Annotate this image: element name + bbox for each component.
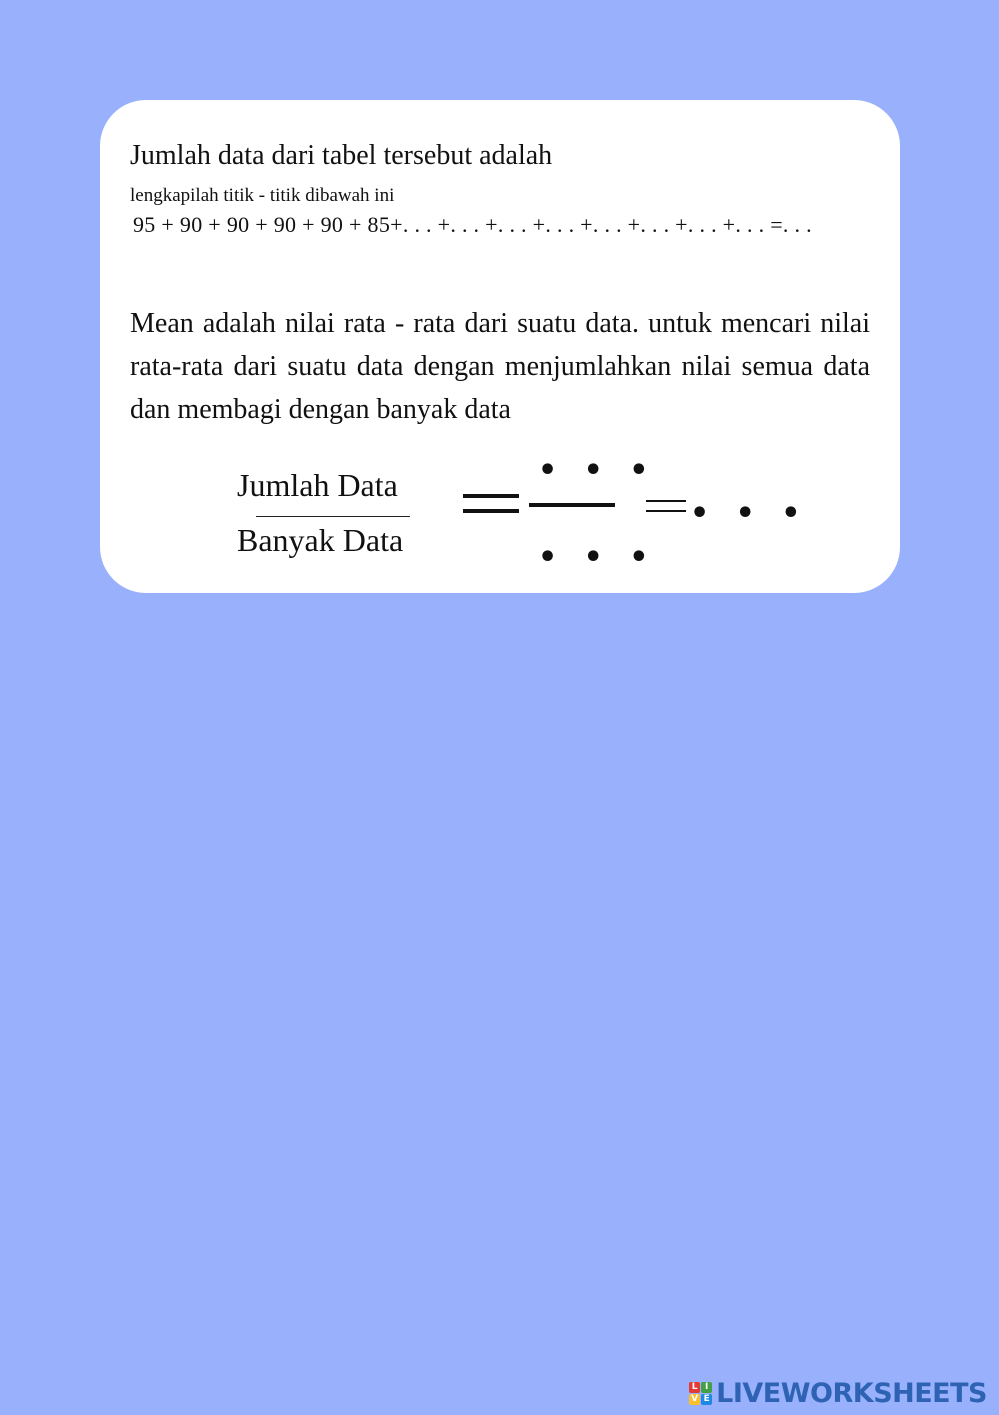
equals-sign-result <box>646 500 686 512</box>
equals-sign <box>463 494 519 514</box>
logo-letter-v: V <box>689 1394 700 1405</box>
sum-equation: 95 + 90 + 90 + 90 + 90 + 85+. . . +. . . +. . . +. . . +. . . +. . . +. . . +. . . =. . . <box>133 212 812 237</box>
fraction-denominator-label: Banyak Data <box>237 522 404 558</box>
liveworksheets-logo-icon <box>689 1382 712 1405</box>
logo-letter-i: I <box>701 1382 712 1393</box>
denominator-blank: • • • <box>538 540 657 575</box>
worksheet-card <box>100 100 900 593</box>
logo-letter-e: E <box>701 1394 712 1405</box>
liveworksheets-brand <box>689 1380 987 1407</box>
fraction-bar <box>256 516 410 517</box>
instruction-text: lengkapilah titik - titik dibawah ini <box>130 185 395 206</box>
blank-fraction-bar <box>529 503 615 507</box>
fraction-numerator-label: Jumlah Data <box>237 467 398 503</box>
result-blank: • • • <box>690 496 809 531</box>
question-heading: Jumlah data dari tabel tersebut adalah <box>130 140 553 171</box>
logo-letter-l: L <box>689 1382 700 1393</box>
brand-name: LIVEWORKSHEETS <box>716 1378 987 1409</box>
mean-definition: Mean adalah nilai rata - rata dari suatu data. untuk mencari nilai rata-rata dari suatu data dengan menjumlahkan nilai semua data dan membagi dengan banyak data <box>130 308 870 425</box>
numerator-blank: • • • <box>538 453 657 488</box>
